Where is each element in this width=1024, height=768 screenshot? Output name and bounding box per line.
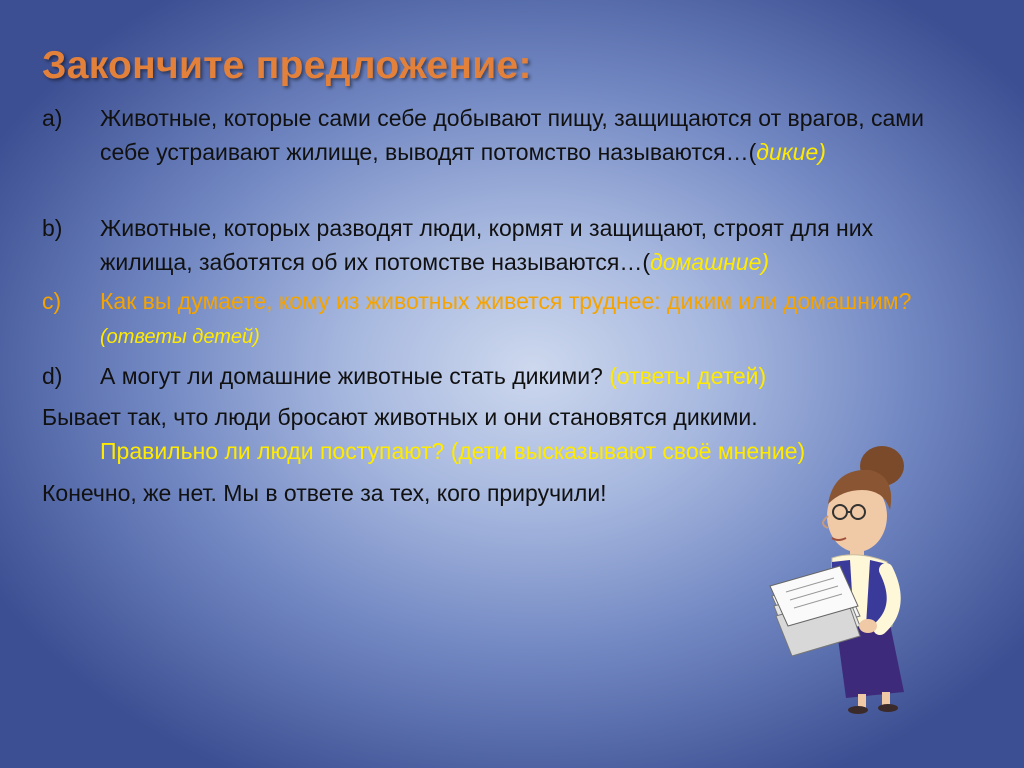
item-text [100, 284, 940, 354]
item-text [100, 359, 940, 393]
item-statement: А могут ли домашние животные стать дикими? [100, 363, 610, 389]
item-answer: (ответы детей) [609, 363, 767, 389]
paragraph-conclusion: Конечно, же нет. Мы в ответе за тех, кого приручили! [42, 480, 607, 506]
item-marker: c) [42, 288, 62, 314]
item-answer: (ответы детей) [100, 326, 260, 348]
teacher-with-papers-icon [762, 446, 922, 716]
item-statement: Как вы думаете, кому из животных живется труднее: диким или домашним? [100, 288, 912, 314]
item-marker: b) [42, 215, 63, 241]
slide-title: Закончите предложение: [42, 44, 532, 87]
item-marker: d) [42, 363, 63, 389]
item-answer: домашние) [650, 249, 770, 275]
item-marker: a) [42, 105, 63, 131]
paragraph-question: Правильно ли люди поступают? (дети высказывают своё мнение) [100, 438, 806, 464]
item-statement: Животные, которые сами себе добывают пищу, защищаются от врагов, сами себе устраивают жилище, выводят потомство называются…( [100, 105, 924, 165]
item-text [100, 101, 940, 169]
item-text [100, 211, 940, 279]
paragraph-text: Бывает так, что люди бросают животных и они становятся дикими. [42, 404, 758, 430]
item-statement: Животные, которых разводят люди, кормят и защищают, строят для них жилища, заботятся об их потомстве называются…( [100, 215, 874, 275]
item-answer: дикие) [756, 139, 826, 165]
